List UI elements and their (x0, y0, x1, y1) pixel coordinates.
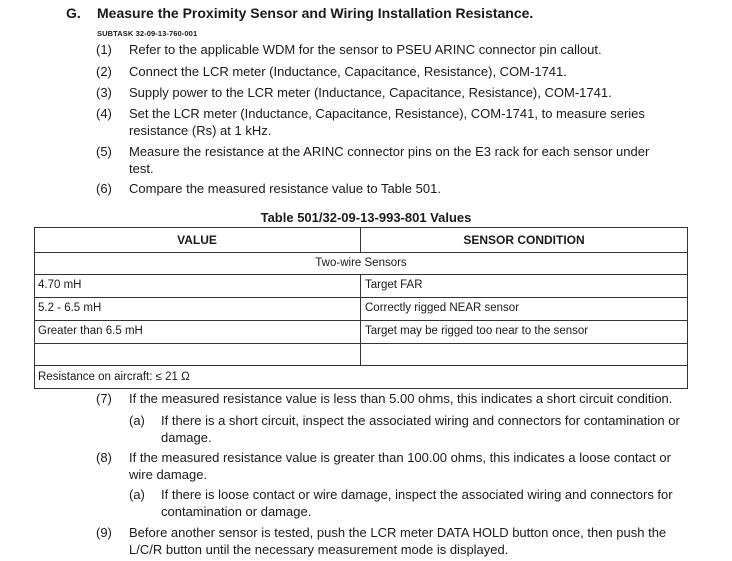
step-1 (96, 42, 696, 59)
table-border-top (34, 227, 688, 228)
table-rule (34, 343, 688, 344)
step-number: (5) (96, 144, 112, 159)
step-text: Connect the LCR meter (Inductance, Capacitance, Resistance), COM-1741. (129, 64, 567, 79)
table-cell-value: Greater than 6.5 mH (38, 325, 143, 337)
step-7 (96, 391, 716, 408)
substep-text: If there is loose contact or wire damage, inspect the associated wiring and connectors for contamination or damage. (161, 487, 673, 519)
table-rule (34, 365, 688, 366)
table-rule (34, 320, 688, 321)
substep-text: If there is a short circuit, inspect the associated wiring and connectors for contamination or damage. (161, 413, 680, 445)
table-cell-condition: Target may be rigged too near to the sensor (365, 325, 589, 337)
table-note: Resistance on aircraft: ≤ 21 Ω (38, 371, 190, 383)
table-cell-condition: Correctly rigged NEAR sensor (365, 302, 520, 314)
table-title: Table 501/32-09-13-993-801 Values (260, 210, 472, 225)
subtask-id: SUBTASK 32-09-13-760-001 (97, 29, 198, 38)
table-cell-condition: Target FAR (365, 279, 423, 291)
step-3 (96, 85, 696, 102)
step-8a (129, 487, 699, 520)
section-heading (66, 5, 533, 21)
table-cell-value: 4.70 mH (38, 279, 82, 291)
step-text: Compare the measured resistance value to Table 501. (129, 181, 441, 196)
step-5 (96, 144, 676, 177)
table-header-value: VALUE (177, 233, 217, 247)
step-text: Before another sensor is tested, push the LCR meter DATA HOLD button once, then push the L/C/R button until the necessary measurement mode is displayed. (129, 525, 667, 557)
step-text: If the measured resistance value is greater than 100.00 ohms, this indicates a loose contact or wire damage. (129, 450, 671, 482)
step-number: (3) (96, 85, 112, 100)
substep-number: (a) (129, 413, 145, 428)
step-2 (96, 64, 696, 81)
substep-number: (a) (129, 487, 145, 502)
values-table (34, 227, 688, 389)
table-cell-value: 5.2 - 6.5 mH (38, 302, 102, 314)
step-6 (96, 181, 696, 198)
step-number: (7) (96, 391, 112, 406)
table-rule (34, 297, 688, 298)
step-number: (8) (96, 450, 112, 465)
step-9 (96, 525, 696, 558)
step-4 (96, 106, 666, 139)
step-text: If the measured resistance value is less than 5.00 ohms, this indicates a short circuit condition. (129, 391, 673, 406)
table-rule (34, 274, 688, 275)
section-title: Measure the Proximity Sensor and Wiring Installation Resistance. (97, 5, 534, 21)
step-text: Measure the resistance at the ARINC connector pins on the E3 rack for each sensor under test. (129, 144, 650, 176)
step-text: Refer to the applicable WDM for the sensor to PSEU ARINC connector pin callout. (129, 42, 602, 57)
step-8 (96, 450, 696, 483)
table-column-divider (360, 274, 361, 365)
step-number: (9) (96, 525, 112, 540)
step-text: Supply power to the LCR meter (Inductance, Capacitance, Resistance), COM-1741. (129, 85, 612, 100)
table-border-bottom (34, 388, 688, 389)
table-group-label: Two-wire Sensors (315, 257, 407, 269)
step-number: (6) (96, 181, 112, 196)
step-number: (4) (96, 106, 112, 121)
step-7a (129, 413, 699, 446)
section-letter: G. (66, 5, 81, 21)
step-number: (1) (96, 42, 112, 57)
step-text: Set the LCR meter (Inductance, Capacitance, Resistance), COM-1741, to measure series resistance (Rs) at 1 kHz. (129, 106, 645, 138)
table-header-condition: SENSOR CONDITION (463, 233, 585, 247)
step-number: (2) (96, 64, 112, 79)
table-rule (34, 252, 688, 253)
